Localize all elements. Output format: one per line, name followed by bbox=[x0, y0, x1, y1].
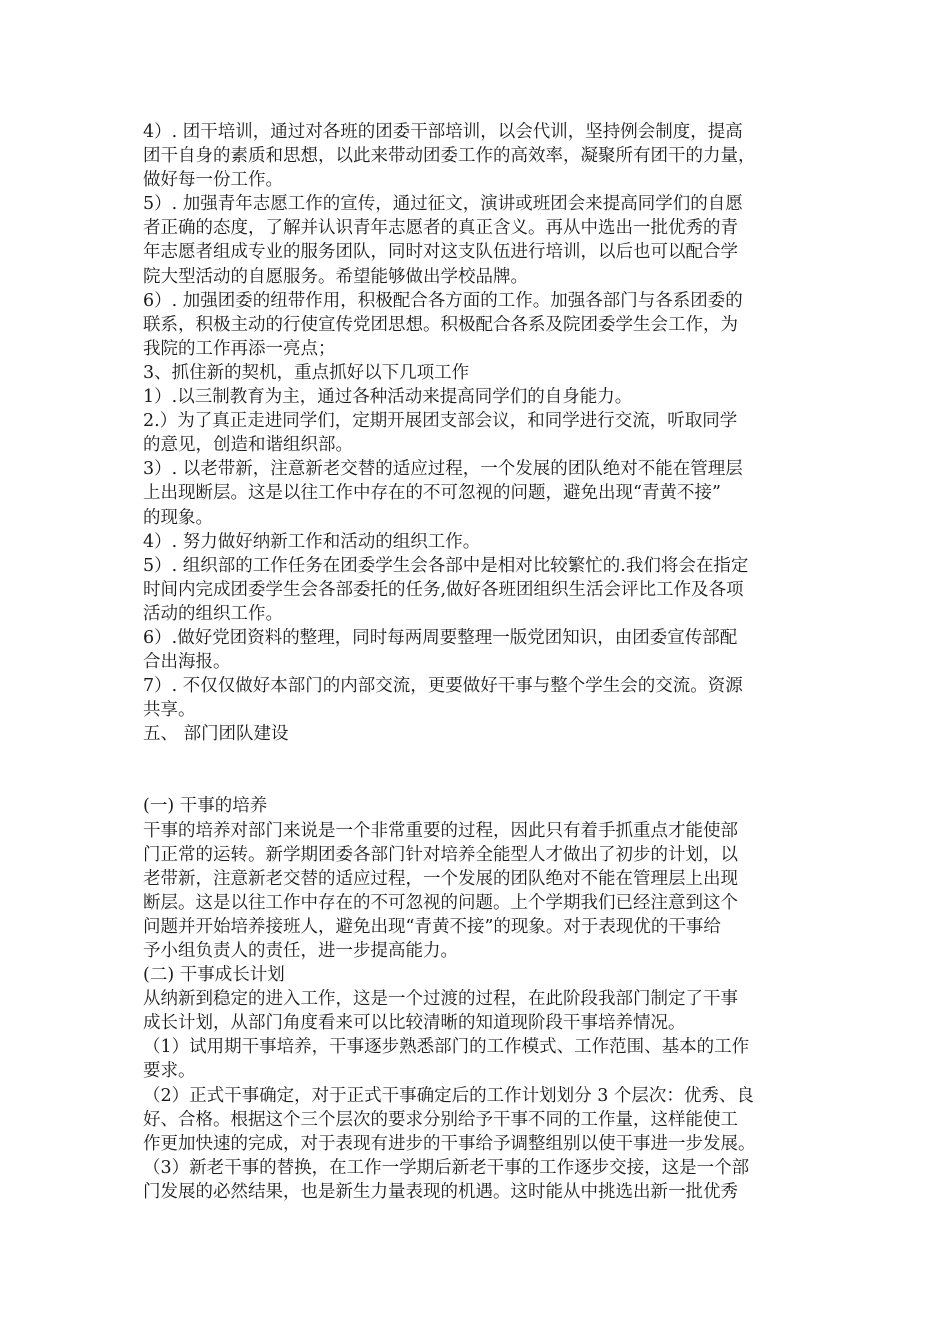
text-line: 五、 部门团队建设 bbox=[143, 724, 289, 745]
text-line: 合出海报。 bbox=[143, 652, 231, 673]
text-line: 作更加快速的完成，对于表现有进步的干事给予调整组别以使干事进一步发展。 bbox=[143, 1133, 756, 1154]
paragraph bbox=[143, 626, 813, 674]
text-line: 时间内完成团委学生会各部委托的任务,做好各班团组织生活会评比工作及各项 bbox=[143, 579, 744, 600]
paragraph bbox=[143, 1156, 813, 1204]
paragraph bbox=[143, 963, 813, 987]
text-line: 2.）为了真正走进同学们，定期开展团支部会议，和同学进行交流，听取同学 bbox=[143, 411, 738, 432]
text-line: 共享。 bbox=[143, 700, 196, 721]
text-line: 院大型活动的自愿服务。希望能够做出学校品牌。 bbox=[143, 266, 528, 287]
text-line: 6）.做好党团资料的整理，同时每两周要整理一版党团知识，由团委宣传部配 bbox=[143, 627, 738, 648]
paragraph bbox=[143, 819, 813, 964]
text-line: 1）.以三制教育为主，通过各种活动来提高同学们的自身能力。 bbox=[143, 387, 633, 408]
text-line: 团干自身的素质和思想，以此来带动团委工作的高效率，凝聚所有团干的力量， bbox=[143, 146, 756, 167]
text-line: 门正常的运转。新学期团委各部门针对培养全能型人才做出了初步的计划，以 bbox=[143, 844, 738, 865]
document-body-section-a bbox=[143, 120, 813, 746]
text-line: 上出现断层。这是以往工作中存在的不可忽视的问题，避免出现“青黄不接” bbox=[143, 483, 721, 504]
text-line: (一) 干事的培养 bbox=[143, 796, 268, 817]
text-line: 的现象。 bbox=[143, 507, 213, 528]
paragraph bbox=[143, 530, 813, 554]
paragraph bbox=[143, 409, 813, 457]
text-line: 7）. 不仅仅做好本部门的内部交流，更要做好干事与整个学生会的交流。资源 bbox=[143, 676, 743, 697]
text-line: 5）. 加强青年志愿工作的宣传，通过征文，演讲或班团会来提高同学们的自愿 bbox=[143, 194, 743, 215]
text-line: 成长计划，从部门角度看来可以比较清晰的知道现阶段干事培养情况。 bbox=[143, 1013, 686, 1034]
text-line: （2）正式干事确定，对于正式干事确定后的工作计划划分 3 个层次：优秀、良 bbox=[143, 1085, 754, 1106]
text-line: 断层。这是以往工作中存在的不可忽视的问题。上个学期我们已经注意到这个 bbox=[143, 892, 738, 913]
text-line: 做好每一份工作。 bbox=[143, 170, 283, 191]
paragraph bbox=[143, 385, 813, 409]
paragraph bbox=[143, 289, 813, 361]
text-line: (二) 干事成长计划 bbox=[143, 965, 285, 986]
text-line: 要求。 bbox=[143, 1061, 196, 1082]
paragraph bbox=[143, 987, 813, 1035]
text-line: 活动的组织工作。 bbox=[143, 603, 283, 624]
paragraph bbox=[143, 1035, 813, 1083]
text-line: 好、合格。根据这个三个层次的要求分别给予干事不同的工作量，这样能使工 bbox=[143, 1109, 738, 1130]
text-line: （1）试用期干事培养，干事逐步熟悉部门的工作模式、工作范围、基本的工作 bbox=[143, 1037, 750, 1058]
text-line: 6）. 加强团委的纽带作用，积极配合各方面的工作。加强各部门与各系团委的 bbox=[143, 290, 743, 311]
text-line: 联系，积极主动的行使宣传党团思想。积极配合各系及院团委学生会工作，为 bbox=[143, 314, 738, 335]
paragraph bbox=[143, 120, 813, 192]
paragraph bbox=[143, 674, 813, 722]
text-line: 3、抓住新的契机，重点抓好以下几项工作 bbox=[143, 362, 470, 383]
text-line: 我院的工作再添一亮点； bbox=[143, 338, 336, 359]
paragraph bbox=[143, 192, 813, 288]
text-line: 问题并开始培养接班人，避免出现“青黄不接”的现象。对于表现优的干事给 bbox=[143, 916, 721, 937]
paragraph bbox=[143, 361, 813, 385]
text-line: 老带新，注意新老交替的适应过程，一个发展的团队绝对不能在管理层上出现 bbox=[143, 868, 738, 889]
text-line: （3）新老干事的替换，在工作一学期后新老干事的工作逐步交接，这是一个部 bbox=[143, 1157, 750, 1178]
text-line: 从纳新到稳定的进入工作，这是一个过渡的过程，在此阶段我部门制定了干事 bbox=[143, 989, 738, 1010]
paragraph bbox=[143, 1084, 813, 1156]
text-line: 4）. 努力做好纳新工作和活动的组织工作。 bbox=[143, 531, 481, 552]
text-line: 干事的培养对部门来说是一个非常重要的过程，因此只有着手抓重点才能使部 bbox=[143, 820, 738, 841]
text-line: 的意见，创造和谐组织部。 bbox=[143, 435, 353, 456]
text-line: 5）. 组织部的工作任务在团委学生会各部中是相对比较繁忙的.我们将会在指定 bbox=[143, 555, 749, 576]
text-line: 予小组负责人的责任，进一步提高能力。 bbox=[143, 941, 458, 961]
text-line: 门发展的必然结果，也是新生力量表现的机遇。这时能从中挑选出新一批优秀 bbox=[143, 1181, 738, 1202]
paragraph bbox=[143, 794, 813, 818]
text-line: 4）. 团干培训，通过对各班的团委干部培训，以会代训，坚持例会制度，提高 bbox=[143, 122, 743, 142]
blank-line-gap bbox=[143, 746, 813, 794]
text-line: 年志愿者组成专业的服务团队，同时对这支队伍进行培训，以后也可以配合学 bbox=[143, 242, 738, 263]
paragraph bbox=[143, 722, 813, 746]
document-body-section-b bbox=[143, 794, 813, 1204]
paragraph bbox=[143, 457, 813, 529]
paragraph bbox=[143, 554, 813, 626]
document-page bbox=[143, 120, 813, 1204]
text-line: 者正确的态度，了解并认识青年志愿者的真正含义。再从中选出一批优秀的青 bbox=[143, 218, 738, 239]
text-line: 3）. 以老带新，注意新老交替的适应过程，一个发展的团队绝对不能在管理层 bbox=[143, 459, 743, 480]
